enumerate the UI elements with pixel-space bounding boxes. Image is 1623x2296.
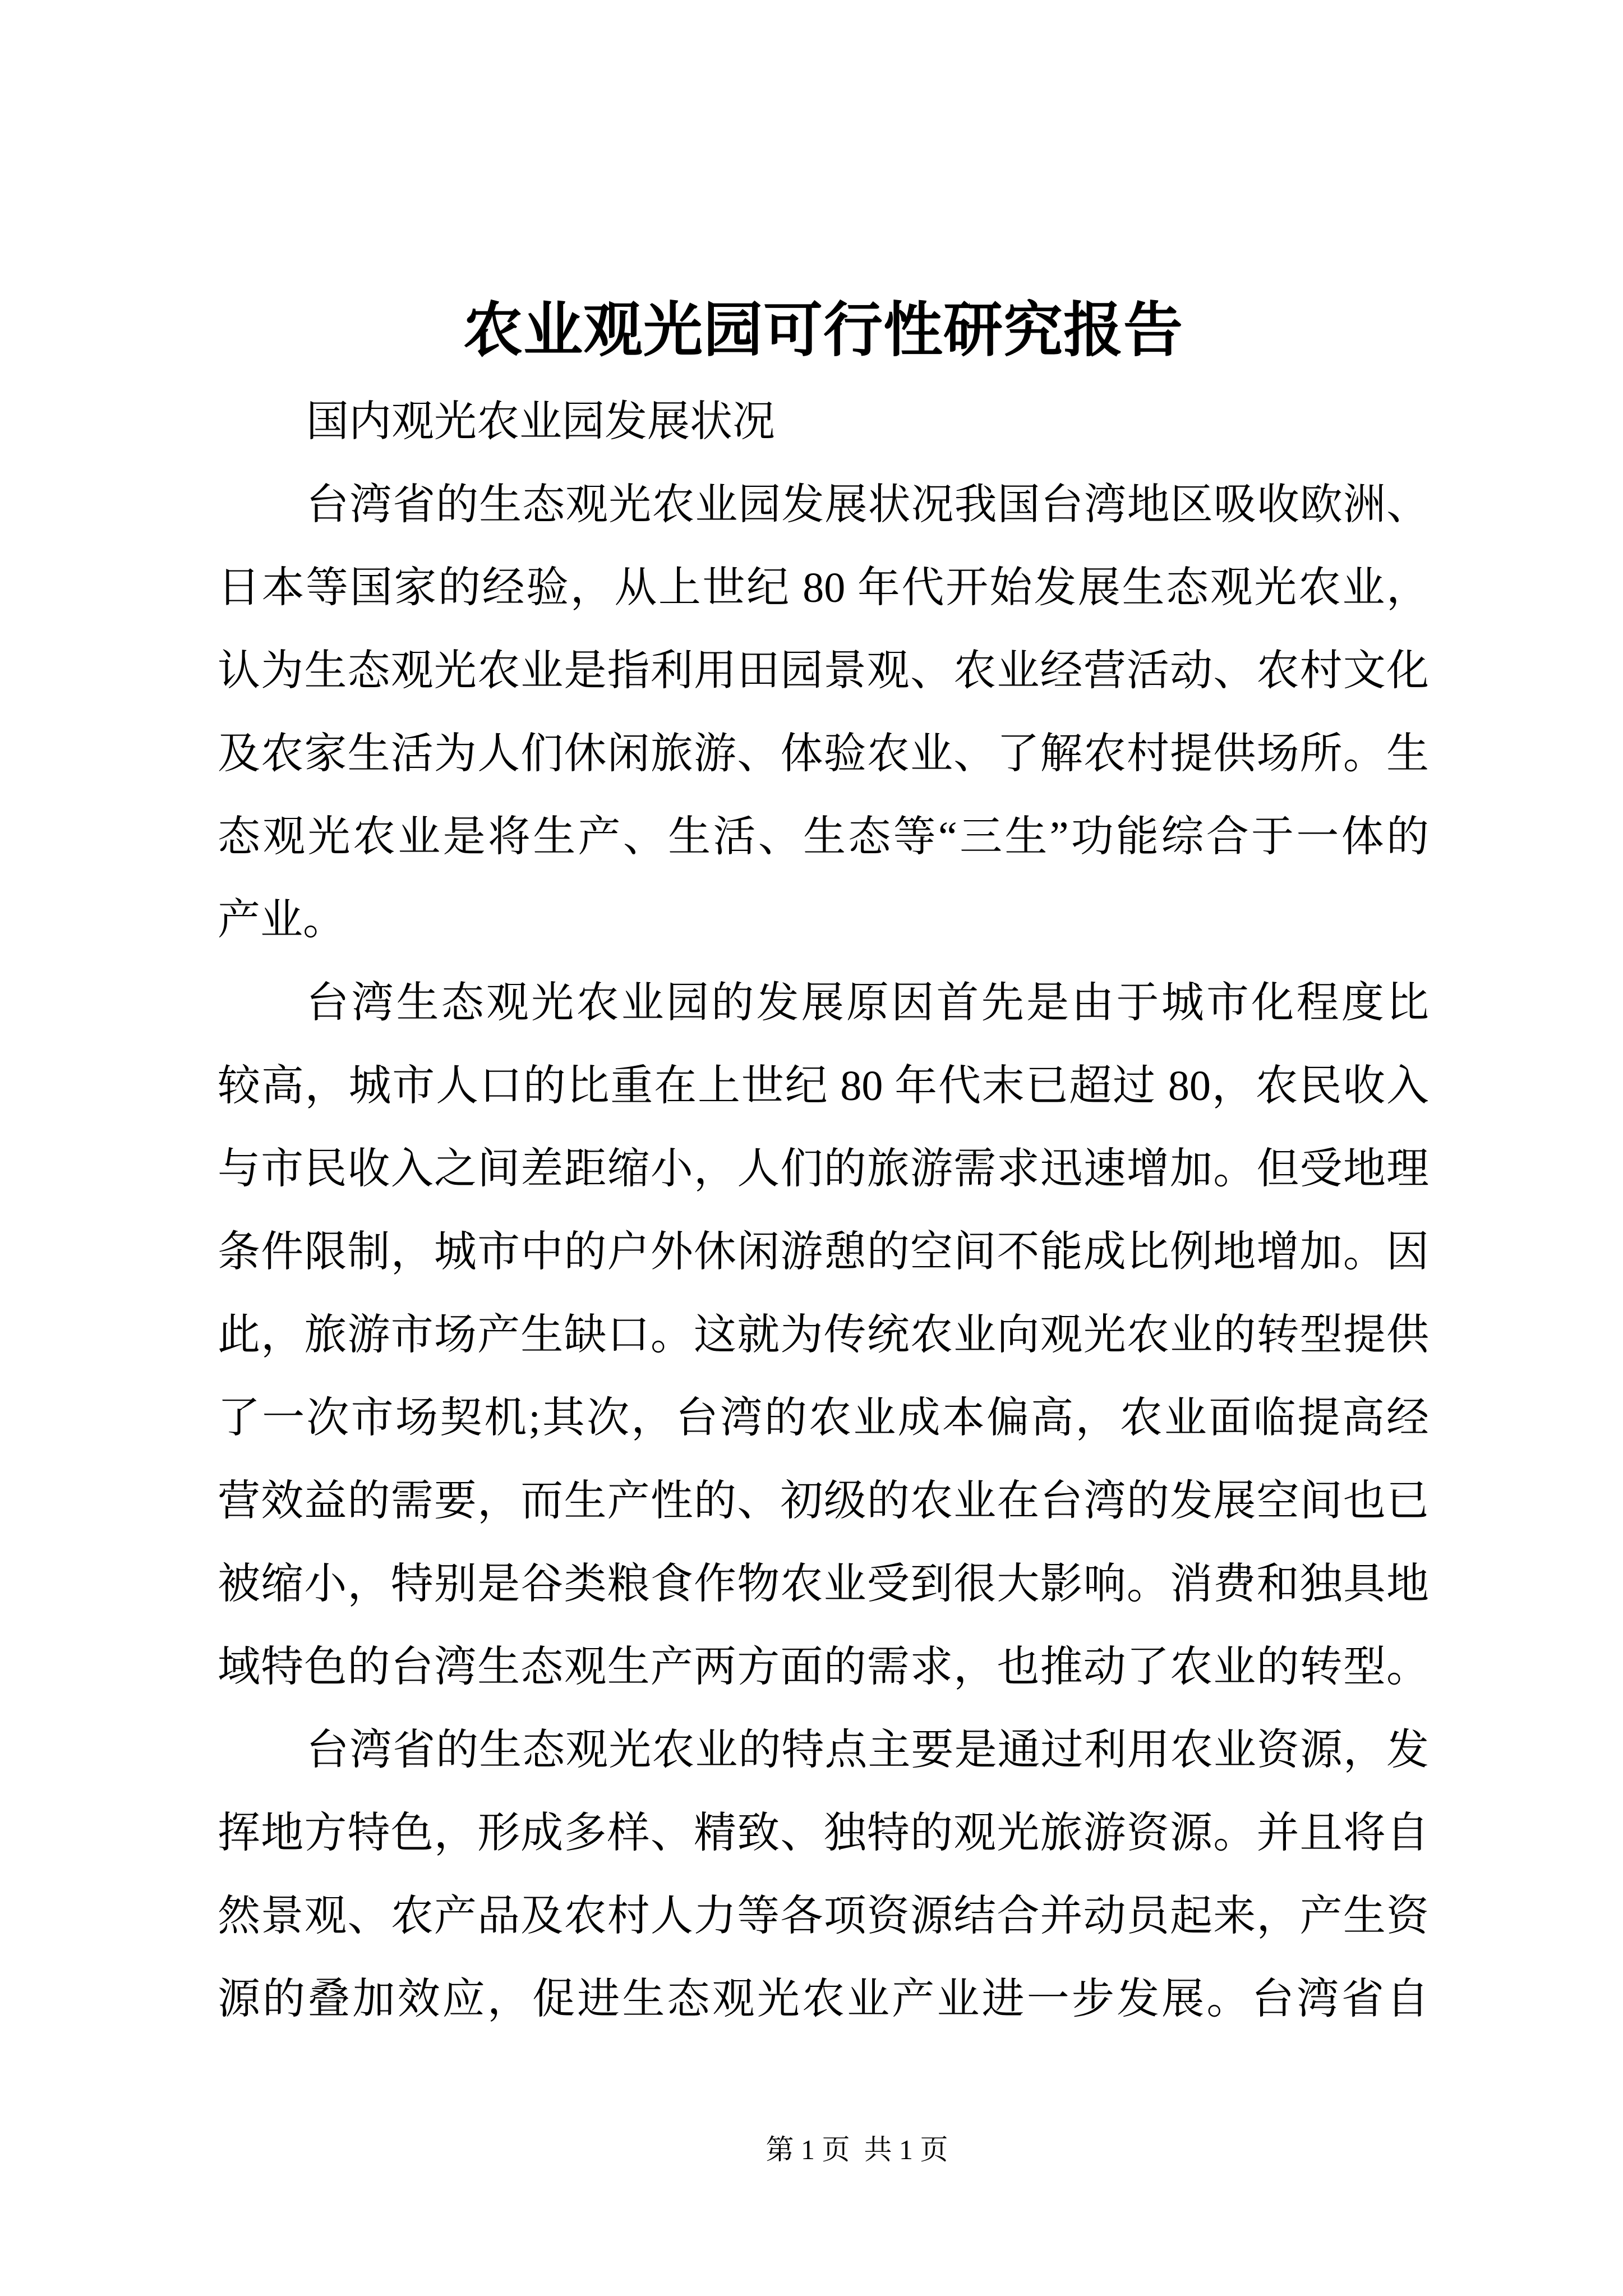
paragraph-line: 与市民收入之间差距缩小，人们的旅游需求迅速增加。但受地理 — [218, 1145, 1429, 1193]
paragraph — [218, 961, 1429, 1709]
paragraph-line: 了一次市场契机;其次，台湾的农业成本偏高，农业面临提高经 — [218, 1395, 1429, 1442]
paragraph-line: 源的叠加效应，促进生态观光农业产业进一步发展。台湾省自 — [218, 1976, 1429, 2023]
section-heading-line: 国内观光农业园发展状况 — [306, 398, 775, 445]
paragraph-line: 台湾省的生态观光农业的特点主要是通过利用农业资源，发 — [306, 1727, 1429, 1774]
paragraph-line: 域特色的台湾生态观生产两方面的需求，也推动了农业的转型。 — [218, 1644, 1429, 1691]
paragraph-line: 认为生态观光农业是指利用田园景观、农业经营活动、农村文化 — [218, 647, 1429, 694]
paragraph — [218, 1709, 1429, 2041]
document-body — [218, 380, 1429, 2041]
paragraph-line: 被缩小，特别是谷类粮食作物农业受到很大影响。消费和独具地 — [218, 1561, 1429, 1608]
paragraph-line: 台湾生态观光农业园的发展原因首先是由于城市化程度比 — [306, 979, 1429, 1027]
paragraph-line: 产业。 — [218, 896, 345, 944]
document-title: 农业观光园可行性研究报告 — [463, 298, 1183, 364]
paragraph — [218, 380, 1429, 463]
paragraph-line: 态观光农业是将生产、生活、生态等“三生”功能综合于一体的 — [218, 813, 1429, 861]
paragraph-line: 较高，城市人口的比重在上世纪 80 年代末已超过 80，农民收入 — [218, 1062, 1429, 1110]
paragraph-line: 条件限制，城市中的户外休闲游憩的空间不能成比例地增加。因 — [218, 1228, 1429, 1276]
paragraph — [218, 463, 1429, 961]
paragraph-line: 挥地方特色，形成多样、精致、独特的观光旅游资源。并且将自 — [218, 1810, 1429, 1857]
paragraph-line: 营效益的需要，而生产性的、初级的农业在台湾的发展空间也已 — [218, 1478, 1429, 1525]
paragraph-line: 然景观、农产品及农村人力等各项资源结合并动员起来，产生资 — [218, 1893, 1429, 1940]
paragraph-line: 日本等国家的经验，从上世纪 80 年代开始发展生态观光农业， — [218, 564, 1429, 611]
page-footer: 第 1 页 共 1 页 — [766, 2134, 948, 2165]
paragraph-line: 及农家生活为人们休闲旅游、体验农业、了解农村提供场所。生 — [218, 730, 1429, 777]
paragraph-line: 台湾省的生态观光农业园发展状况我国台湾地区吸收欧洲、 — [306, 481, 1429, 528]
paragraph-line: 此，旅游市场产生缺口。这就为传统农业向观光农业的转型提供 — [218, 1312, 1429, 1359]
